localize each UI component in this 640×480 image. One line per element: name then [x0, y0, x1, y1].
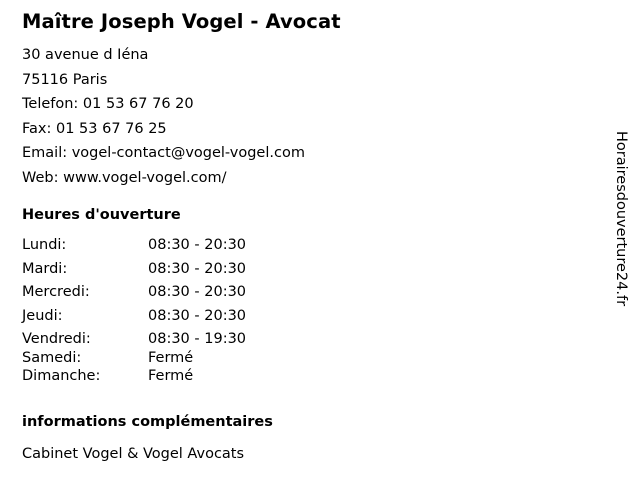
- hours-time: 08:30 - 20:30: [148, 284, 247, 301]
- fax-line: Fax: 01 53 67 76 25: [22, 120, 167, 137]
- hours-day: Samedi:: [22, 349, 82, 366]
- table-row: [22, 262, 246, 286]
- hours-heading: Heures d'ouverture: [22, 207, 181, 224]
- address-city: 75116 Paris: [22, 71, 108, 88]
- vertical-watermark: [608, 0, 636, 480]
- hours-time: 08:30 - 20:30: [148, 260, 247, 277]
- address-street: 30 avenue d Iéna: [22, 47, 149, 64]
- table-row: [22, 309, 246, 333]
- table-row: [22, 332, 246, 351]
- table-row: [22, 238, 246, 262]
- hours-time: Fermé: [148, 349, 194, 366]
- email-line: Email: vogel-contact@vogel-vogel.com: [22, 145, 305, 162]
- hours-day: Mercredi:: [22, 284, 90, 301]
- extra-info-heading: informations complémentaires: [22, 413, 273, 430]
- table-row: [22, 285, 246, 309]
- hours-time: 08:30 - 20:30: [148, 307, 247, 324]
- opening-hours-table: [22, 238, 246, 388]
- hours-day: Jeudi:: [22, 307, 63, 324]
- business-card: [22, 10, 592, 461]
- table-row: [22, 369, 246, 388]
- hours-time: Fermé: [148, 368, 194, 385]
- hours-day: Lundi:: [22, 237, 67, 254]
- page-title: Maître Joseph Vogel - Avocat: [22, 10, 341, 33]
- hours-time: 08:30 - 20:30: [148, 237, 247, 254]
- web-line: Web: www.vogel-vogel.com/: [22, 169, 227, 186]
- hours-day: Dimanche:: [22, 368, 101, 385]
- hours-time: 08:30 - 19:30: [148, 331, 247, 348]
- hours-day: Vendredi:: [22, 331, 91, 348]
- phone-line: Telefon: 01 53 67 76 20: [22, 96, 194, 113]
- table-row: [22, 351, 246, 370]
- extra-info-text: Cabinet Vogel & Vogel Avocats: [22, 445, 245, 462]
- hours-day: Mardi:: [22, 260, 68, 277]
- vertical-watermark-label: Horairesdouverture24.fr: [613, 131, 629, 307]
